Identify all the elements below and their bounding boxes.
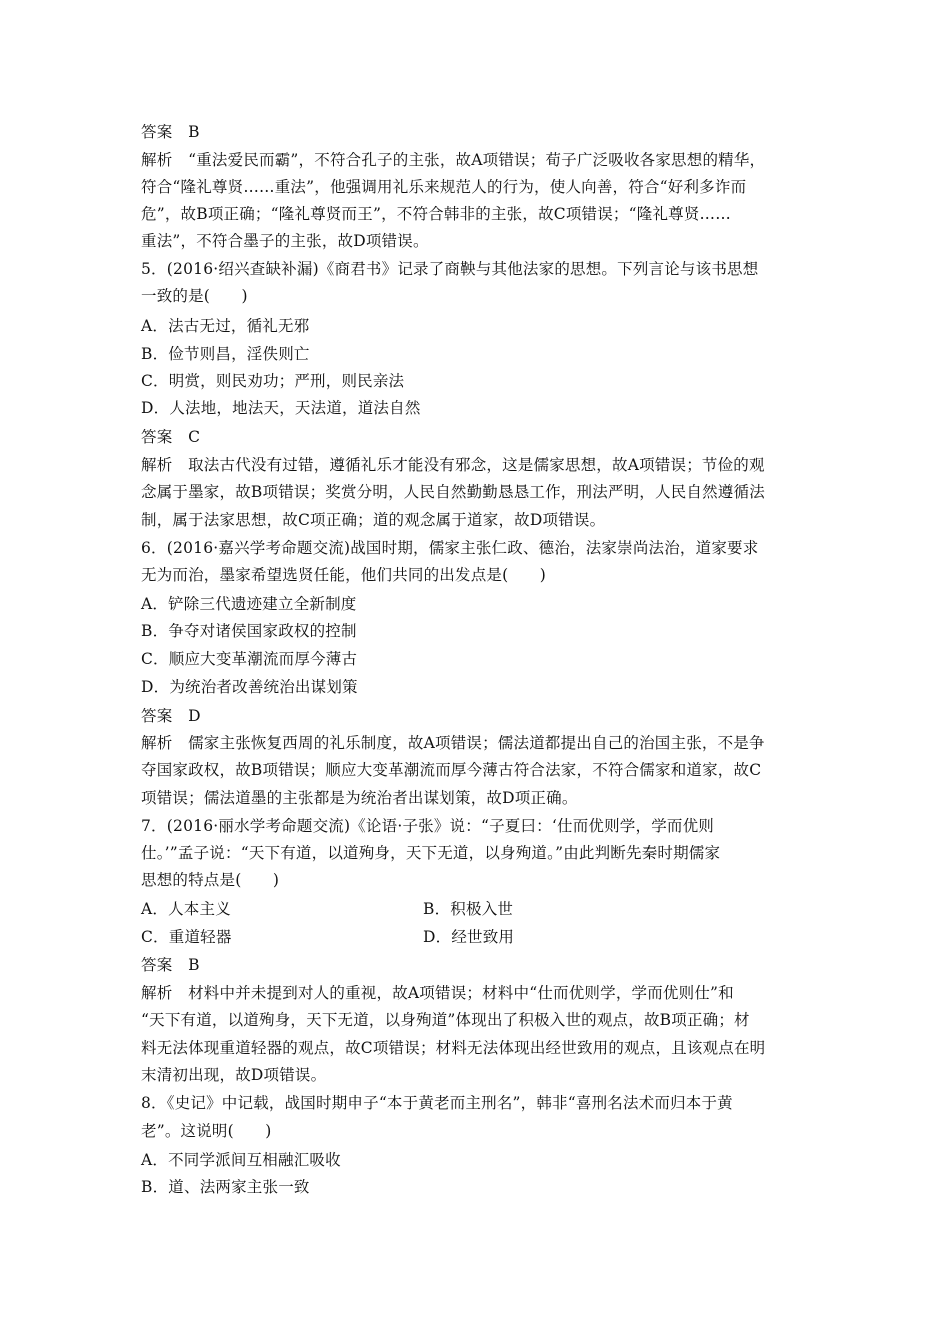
- option-d: D．为统治者改善统治出谋划策: [141, 678, 358, 696]
- option-b: B．争夺对诸侯国家政权的控制: [141, 622, 357, 640]
- option-c: C．重道轻器: [141, 928, 232, 946]
- explanation-text: 重法”，不符合墨子的主张，故D项错误。: [141, 232, 429, 250]
- option-d: D．经世致用: [423, 928, 515, 946]
- explanation-text: 项错误；儒法道墨的主张都是为统治者出谋划策，故D项正确。: [141, 789, 578, 807]
- answer-label: 答案 B: [141, 956, 200, 974]
- answer-label: 答案 D: [141, 707, 201, 725]
- question-stem: 无为而治，墨家希望选贤任能，他们共同的出发点是( ): [141, 566, 546, 584]
- option-b: B．道、法两家主张一致: [141, 1178, 310, 1196]
- explanation-text: 料无法体现重道轻器的观点，故C项错误；材料无法体现出经世致用的观点，且该观点在明: [141, 1039, 766, 1057]
- explanation-text: 末清初出现，故D项错误。: [141, 1066, 327, 1084]
- explanation-text: 危”，故B项正确；“隆礼尊贤而王”，不符合韩非的主张，故C项错误；“隆礼尊贤……: [141, 205, 731, 223]
- question-stem: 思想的特点是( ): [141, 871, 280, 889]
- question-stem: 7．(2016·丽水学考命题交流)《论语·子张》说：“子夏曰：‘仕而优则学，学而优则: [141, 817, 715, 835]
- option-d: D．人法地，地法天，天法道，道法自然: [141, 399, 421, 417]
- option-a: A．铲除三代遗迹建立全新制度: [141, 595, 357, 613]
- explanation-text: “天下有道，以道殉身，天下无道，以身殉道”体现出了积极入世的观点，故B项正确；材: [141, 1011, 750, 1029]
- answer-label: 答案 B: [141, 123, 200, 141]
- explanation-text: 制，属于法家思想，故C项正确；道的观念属于道家，故D项错误。: [141, 511, 606, 529]
- option-c: C．顺应大变革潮流而厚今薄古: [141, 650, 358, 668]
- question-stem: 5．(2016·绍兴查缺补漏)《商君书》记录了商鞅与其他法家的思想。下列言论与该书思想: [141, 260, 759, 278]
- option-a: A．人本主义: [141, 900, 231, 918]
- explanation-text: 解析 取法古代没有过错，遵循礼乐才能没有邪念，这是儒家思想，故A项错误；节俭的观: [141, 456, 765, 474]
- explanation-text: 念属于墨家，故B项错误；奖赏分明，人民自然勤勤恳恳工作，刑法严明，人民自然遵循法: [141, 483, 765, 501]
- question-stem: 6．(2016·嘉兴学考命题交流)战国时期，儒家主张仁政、德治，法家崇尚法治，道家要求: [141, 539, 759, 557]
- explanation-text: 符合“隆礼尊贤……重法”，他强调用礼乐来规范人的行为，使人向善，符合“好利多诈而: [141, 178, 747, 196]
- question-stem: 老”。这说明( ): [141, 1122, 272, 1140]
- option-a: A．法古无过，循礼无邪: [141, 317, 310, 335]
- explanation-text: 解析 材料中并未提到对人的重视，故A项错误；材料中“仕而优则学，学而优则仕”和: [141, 984, 734, 1002]
- explanation-text: 解析 “重法爱民而霸”，不符合孔子的主张，故A项错误；荀子广泛吸收各家思想的精华，: [141, 151, 766, 169]
- question-stem: 仕。’”孟子说：“天下有道，以道殉身，天下无道，以身殉道。”由此判断先秦时期儒家: [141, 844, 721, 862]
- option-c: C．明赏，则民劝功；严刑，则民亲法: [141, 372, 405, 390]
- question-stem: 一致的是( ): [141, 287, 248, 305]
- question-stem: 8．《史记》中记载，战国时期申子“本于黄老而主刑名”，韩非“喜刑名法术而归本于黄: [141, 1094, 733, 1112]
- explanation-text: 解析 儒家主张恢复西周的礼乐制度，故A项错误；儒法道都提出自己的治国主张，不是争: [141, 734, 765, 752]
- option-a: A．不同学派间互相融汇吸收: [141, 1151, 341, 1169]
- answer-label: 答案 C: [141, 428, 201, 446]
- option-b: B．俭节则昌，淫佚则亡: [141, 345, 310, 363]
- option-b: B．积极入世: [423, 900, 514, 918]
- explanation-text: 夺国家政权，故B项错误；顺应大变革潮流而厚今薄古符合法家，不符合儒家和道家，故C: [141, 761, 762, 779]
